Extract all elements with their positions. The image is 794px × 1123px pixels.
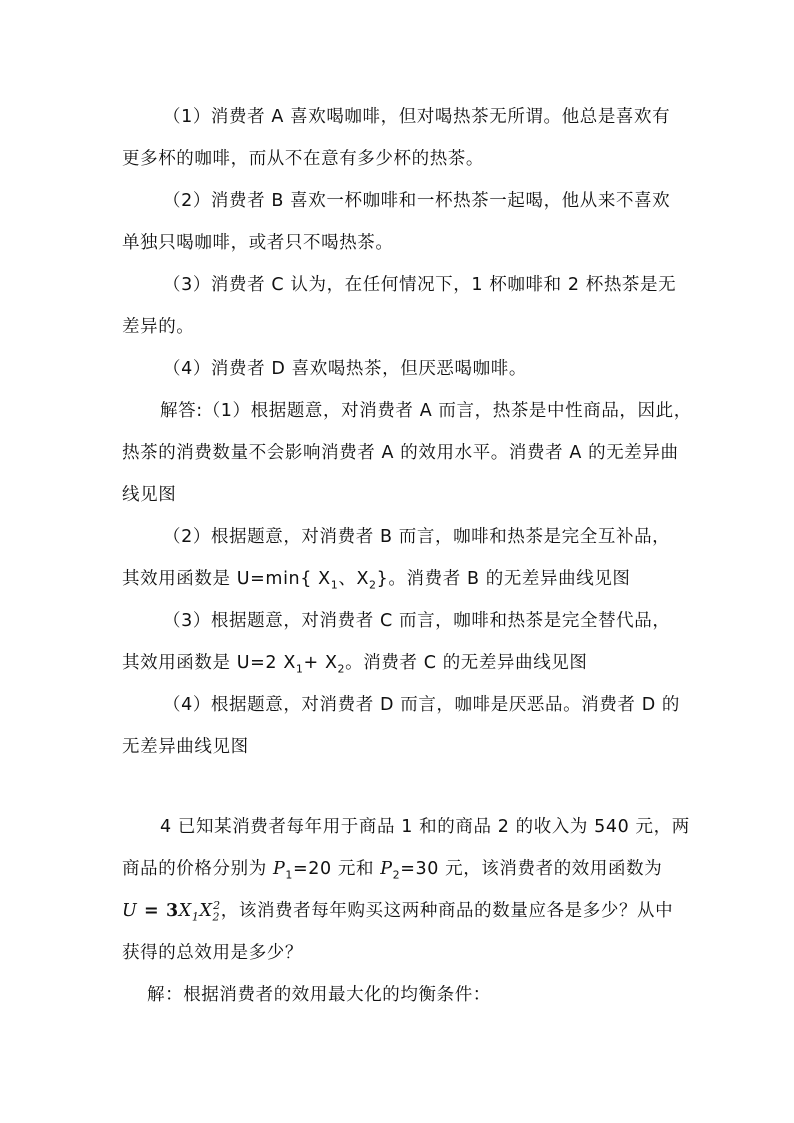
q3-option-a-line1: （1）消费者 A 喜欢喝咖啡，但对喝热茶无所谓。他总是喜欢有 bbox=[163, 107, 671, 127]
answer-b-line2: 其效用函数是 U=min{ $X_1$、$X_2$}。消费者 B 的无差异曲线见图 bbox=[122, 569, 631, 592]
q3-option-c-line1: （3）消费者 C 认为，在任何情况下，1 杯咖啡和 2 杯热茶是无 bbox=[163, 275, 677, 295]
q4-line3: $U = 3X_1X_2^2$，该消费者每年购买这两种商品的数量应各是多少？从中 bbox=[122, 899, 674, 924]
answer-c-line2: 其效用函数是 U=2 $X_1+ X_2$。消费者 C 的无差异曲线见图 bbox=[122, 653, 588, 676]
utility-function-formula: $U = 3X_1X_2^2$ bbox=[122, 899, 221, 924]
q3-option-c-line2: 差异的。 bbox=[122, 317, 195, 337]
answer-c-line1: （3）根据题意，对消费者 C 而言，咖啡和热茶是完全替代品， bbox=[163, 611, 671, 631]
q4-solution-intro: 解：根据消费者的效用最大化的均衡条件： bbox=[147, 985, 491, 1005]
q3-option-d-line1: （4）消费者 D 喜欢喝热茶，但厌恶喝咖啡。 bbox=[163, 359, 527, 379]
q3-option-b-line2: 单独只喝咖啡，或者只不喝热茶。 bbox=[122, 233, 394, 253]
q3-option-b-line1: （2）消费者 B 喜欢一杯咖啡和一杯热茶一起喝，他从来不喜欢 bbox=[163, 191, 671, 211]
q4-line2: 商品的价格分别为 $P_1=20$ 元和 $P_2=30$ 元，该消费者的效用函数为 bbox=[122, 859, 663, 882]
answer-d-line2: 无差异曲线见图 bbox=[122, 737, 249, 757]
q4-line4: 获得的总效用是多少？ bbox=[122, 943, 303, 963]
answer-d-line1: （4）根据题意，对消费者 D 而言，咖啡是厌恶品。消费者 D 的 bbox=[163, 695, 681, 715]
q4-line1: 4 已知某消费者每年用于商品 1 和的商品 2 的收入为 540 元，两 bbox=[160, 817, 690, 837]
q3-option-a-line2: 更多杯的咖啡，而从不在意有多少杯的热茶。 bbox=[122, 149, 484, 169]
answer-a-line3: 线见图 bbox=[122, 485, 177, 505]
answer-a-line1: 解答:（1）根据题意，对消费者 A 而言，热茶是中性商品，因此， bbox=[160, 401, 692, 421]
answer-b-line1: （2）根据题意，对消费者 B 而言，咖啡和热茶是完全互补品， bbox=[163, 527, 671, 547]
answer-a-line2: 热茶的消费数量不会影响消费者 A 的效用水平。消费者 A 的无差异曲 bbox=[122, 443, 679, 463]
